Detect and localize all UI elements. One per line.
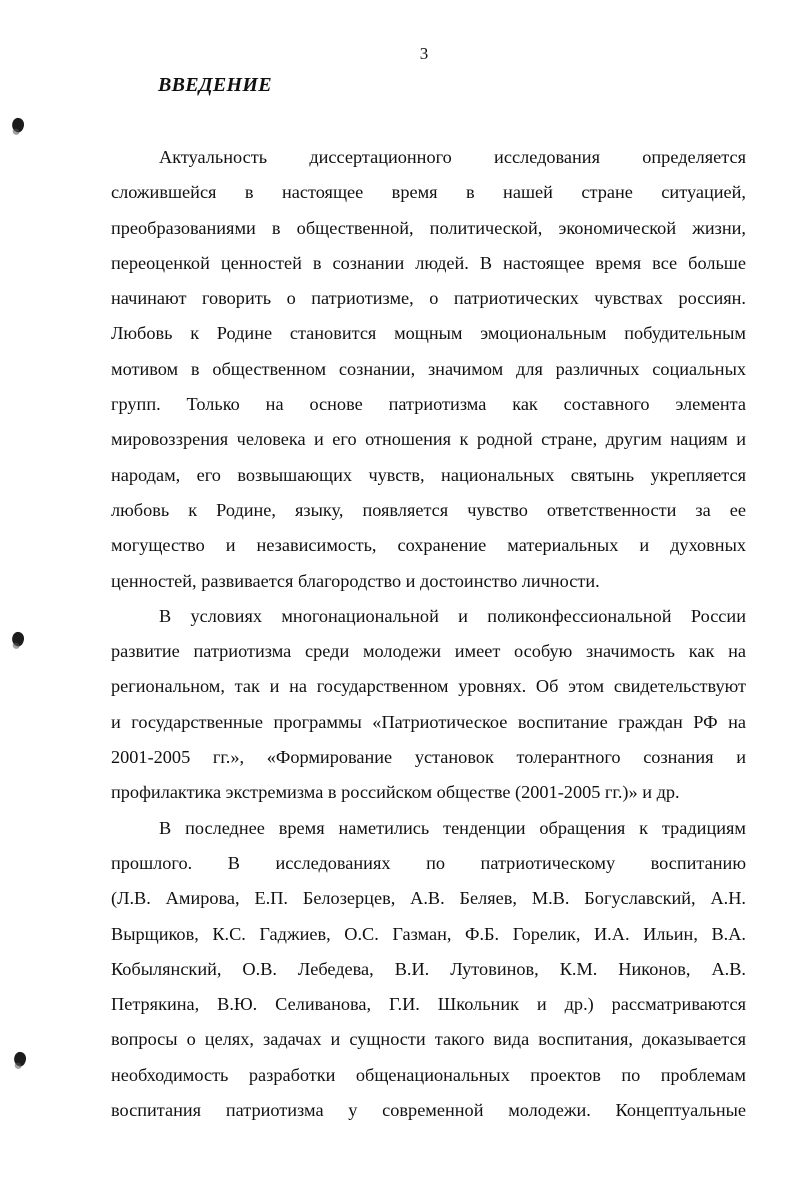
text-line: преобразованиями в общественной, политической, экономической жизни,: [111, 217, 746, 238]
body-text: [111, 140, 746, 1128]
text-line: профилактика экстремизма в российском обществе (2001-2005 гг.)» и др.: [111, 782, 680, 803]
scan-binding-mark-icon: [12, 1050, 28, 1067]
text-line: вопросы о целях, задачах и сущности такого вида воспитания, доказывается: [111, 1029, 746, 1050]
text-line: прошлого. В исследованиях по патриотическому воспитанию: [111, 852, 746, 873]
text-line: любовь к Родине, языку, появляется чувство ответственности за ее: [111, 499, 746, 520]
text-line: ценностей, развивается благородство и достоинство личности.: [111, 570, 600, 591]
text-line: региональном, так и на государственном уровнях. Об этом свидетельствуют: [111, 676, 746, 697]
text-line: Вырщиков, К.С. Гаджиев, О.С. Газман, Ф.Б. Горелик, И.А. Ильин, В.А.: [111, 923, 746, 944]
text-line: Актуальность диссертационного исследования определяется: [159, 147, 746, 167]
text-line: необходимость разработки общенациональных проектов по проблемам: [111, 1064, 746, 1085]
text-line: 2001-2005 гг.», «Формирование установок толерантного сознания и: [111, 747, 746, 768]
text-line: В последнее время наметились тенденции обращения к традициям: [159, 817, 746, 838]
text-line: начинают говорить о патриотизме, о патриотических чувствах россиян.: [111, 288, 746, 309]
page-number: 3: [419, 44, 429, 63]
text-line: В условиях многонациональной и поликонфессиональной России: [159, 605, 746, 626]
text-line: могущество и независимость, сохранение материальных и духовных: [111, 535, 746, 556]
paragraph-recent-trends: [111, 811, 746, 1129]
text-line: народам, его возвышающих чувств, национальных святынь укрепляется: [111, 464, 746, 485]
text-line: мировоззрения человека и его отношения к родной стране, другим нациям и: [111, 429, 746, 450]
scan-binding-mark-icon: [10, 630, 26, 647]
text-line: Кобылянский, О.В. Лебедева, В.И. Лутовинов, К.М. Никонов, А.В.: [111, 958, 746, 979]
text-line: воспитания патриотизма у современной молодежи. Концептуальные: [111, 1100, 746, 1121]
text-line: Петрякина, В.Ю. Селиванова, Г.И. Школьник и др.) рассматриваются: [111, 994, 746, 1015]
scan-binding-mark-icon: [10, 116, 26, 133]
text-line: мотивом в общественном сознании, значимом для различных социальных: [111, 358, 746, 379]
text-line: сложившейся в настоящее время в нашей стране ситуацией,: [111, 182, 746, 203]
text-line: групп. Только на основе патриотизма как составного элемента: [111, 394, 746, 415]
paragraph-relevance: [111, 140, 746, 599]
text-line: развитие патриотизма среди молодежи имеет особую значимость как на: [111, 641, 746, 662]
text-line: Любовь к Родине становится мощным эмоциональным побудительным: [111, 323, 746, 344]
text-line: и государственные программы «Патриотическое воспитание граждан РФ на: [111, 711, 746, 732]
text-line: переоценкой ценностей в сознании людей. В настоящее время все больше: [111, 252, 746, 273]
text-line: (Л.В. Амирова, Е.П. Белозерцев, А.В. Беляев, М.В. Богуславский, А.Н.: [111, 888, 746, 909]
paragraph-multinational: [111, 599, 746, 811]
section-heading: ВВЕДЕНИЕ: [158, 74, 272, 96]
